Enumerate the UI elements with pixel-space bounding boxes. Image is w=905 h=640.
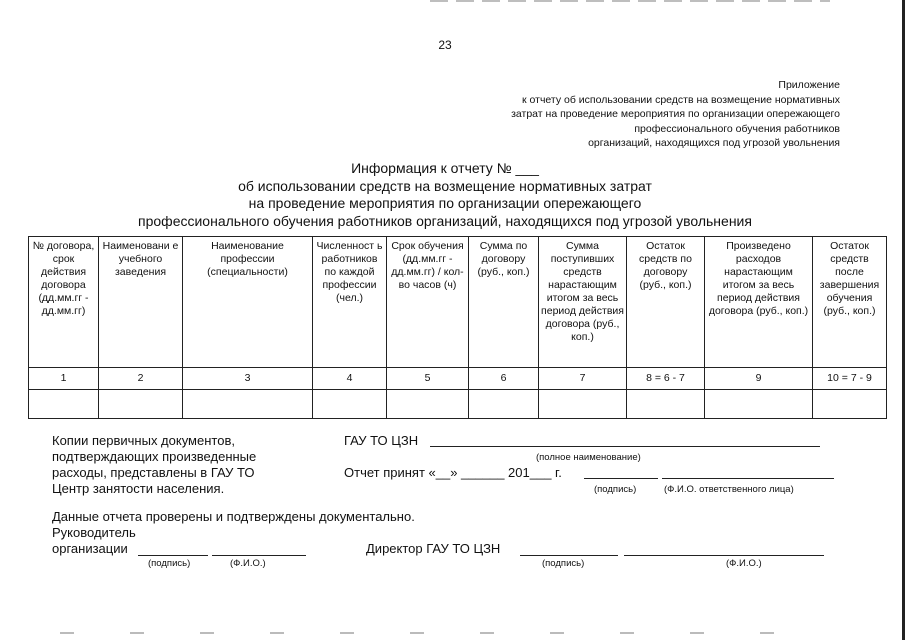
gau-label: ГАУ ТО ЦЗН (344, 433, 419, 448)
full-name-caption: (полное наименование) (536, 452, 641, 463)
responsible-caption: (Ф.И.О. ответственного лица) (664, 484, 794, 495)
verified-statement: Данные отчета проверены и подтверждены документально. (52, 509, 415, 524)
column-header: Численност ь работников по каждой профессии (чел.) (313, 237, 387, 368)
column-header: Наименовани е учебного заведения (99, 237, 183, 368)
head-label: Руководитель (52, 525, 136, 540)
scan-artifact-bottom (60, 632, 800, 634)
table-row-empty (29, 390, 887, 419)
report-table (28, 236, 887, 419)
copies-line: подтверждающих произведенные (52, 449, 257, 464)
column-number: 4 (313, 368, 387, 390)
fio-caption: (Ф.И.О.) (726, 558, 762, 569)
column-header: Сумма поступивших средств нарастающим итогом за весь период действия договора (руб., коп.) (539, 237, 627, 368)
table-cell[interactable] (313, 390, 387, 419)
report-accepted: Отчет принят «__» ______ 201___ г. (344, 465, 562, 480)
title-line: на проведение мероприятия по организации опережающего (248, 195, 642, 211)
column-number: 7 (539, 368, 627, 390)
copies-line: Центр занятости населения. (52, 481, 225, 496)
appendix-line: затрат на проведение мероприятия по организации опережающего (511, 108, 840, 120)
page-number: 23 (438, 38, 452, 52)
director-signature-field[interactable] (520, 555, 618, 556)
title-line: профессионального обучения работников организаций, находящихся под угрозой увольнения (138, 212, 752, 229)
column-header: Сумма по договору (руб., коп.) (469, 237, 539, 368)
fio-caption: (Ф.И.О.) (230, 558, 266, 569)
column-number: 10 = 7 - 9 (813, 368, 887, 390)
table-cell[interactable] (387, 390, 469, 419)
head-signature-field[interactable] (138, 555, 208, 556)
appendix-line: к отчету об использовании средств на возмещение нормативных (522, 93, 840, 106)
signature-caption: (подпись) (594, 484, 637, 495)
title-line: Информация к отчету № ___ (351, 160, 539, 176)
table-cell[interactable] (813, 390, 887, 419)
signature-caption: (подпись) (542, 558, 585, 569)
column-header: Срок обучения (дд.мм.гг - дд.мм.гг) / кол-во часов (ч) (387, 237, 469, 368)
copies-line: Копии первичных документов, (52, 433, 235, 448)
column-number: 8 = 6 - 7 (627, 368, 705, 390)
appendix-line: Приложение (778, 79, 840, 91)
director-name-field[interactable] (624, 555, 824, 556)
responsible-name-field[interactable] (662, 478, 834, 479)
column-number: 2 (99, 368, 183, 390)
organization-label: организации (52, 541, 128, 556)
appendix-line: профессионального обучения работников (634, 122, 840, 135)
table-cell[interactable] (469, 390, 539, 419)
column-number: 5 (387, 368, 469, 390)
document-title (0, 160, 890, 230)
table-cell[interactable] (99, 390, 183, 419)
column-number-row (29, 368, 887, 390)
column-number: 9 (705, 368, 813, 390)
column-number: 1 (29, 368, 99, 390)
column-header: № договора, срок действия договора (дд.мм.гг - дд.мм.гг) (29, 237, 99, 368)
column-header: Наименование профессии (специальности) (183, 237, 313, 368)
appendix-note (420, 78, 840, 151)
table-cell[interactable] (183, 390, 313, 419)
head-name-field[interactable] (212, 555, 306, 556)
column-header: Остаток средств после завершения обучения (руб., коп.) (813, 237, 887, 368)
appendix-line: организаций, находящихся под угрозой увольнения (588, 137, 840, 149)
column-number: 3 (183, 368, 313, 390)
column-header: Произведено расходов нарастающим итогом за весь период действия договора (руб., коп.) (705, 237, 813, 368)
scan-artifact-top (430, 0, 830, 2)
full-name-field[interactable] (430, 446, 820, 447)
table-cell[interactable] (539, 390, 627, 419)
signature-caption: (подпись) (148, 558, 191, 569)
signature-field[interactable] (584, 478, 658, 479)
title-line: об использовании средств на возмещение нормативных затрат (238, 177, 652, 194)
column-header: Остаток средств по договору (руб., коп.) (627, 237, 705, 368)
column-number: 6 (469, 368, 539, 390)
copies-line: расходы, представлены в ГАУ ТО (52, 465, 255, 480)
director-label: Директор ГАУ ТО ЦЗН (366, 541, 501, 556)
table-cell[interactable] (29, 390, 99, 419)
table-cell[interactable] (705, 390, 813, 419)
table-cell[interactable] (627, 390, 705, 419)
table-header-row (29, 237, 887, 368)
